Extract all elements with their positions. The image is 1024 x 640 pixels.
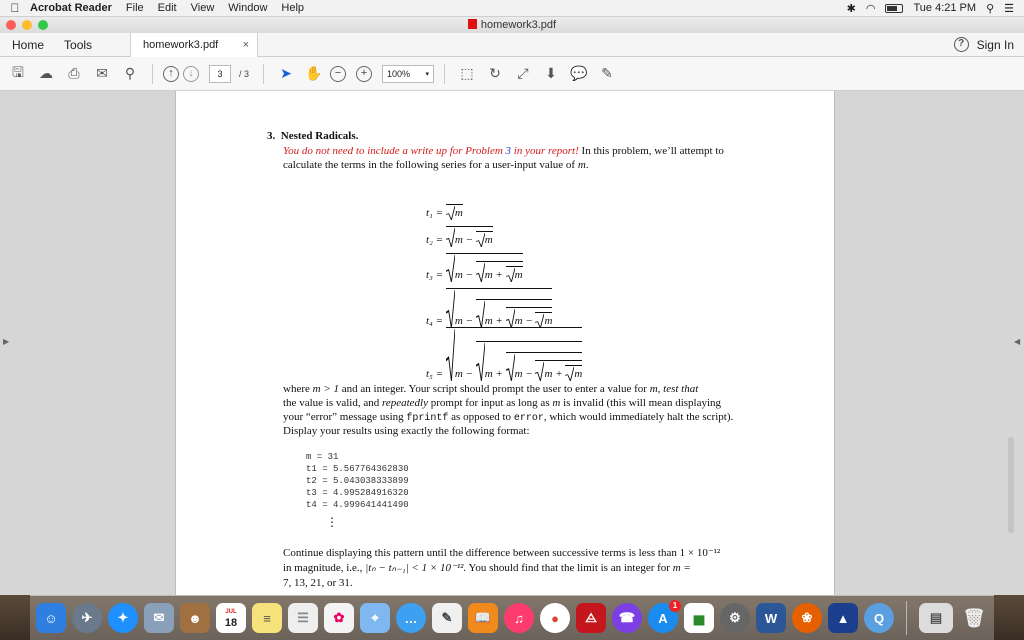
app-store-icon[interactable]: A 1 [648,603,678,633]
save-icon[interactable]: 🖫 [12,63,24,80]
spotlight-icon[interactable]: ⚲ [986,2,995,15]
maps-icon[interactable]: ⌖ [360,603,390,633]
full-screen-icon[interactable]: ⤢ [517,65,529,81]
pdf-icon [468,19,477,29]
tab-home[interactable]: Home [12,37,45,52]
code-line: t2 = 5.043038333899 [306,476,409,486]
comment-icon[interactable]: 💬 [570,65,588,81]
code-line: t1 = 5.567764362830 [306,464,409,474]
apple-icon[interactable] [0,1,30,15]
messages-icon[interactable]: … [396,603,426,633]
code-example [306,451,409,511]
problem-intro-line2: calculate the terms in the following series for a user-input value of m. [283,159,589,171]
dock-divider [906,601,907,635]
textedit-icon[interactable]: ✎ [432,603,462,633]
zoom-out-icon[interactable]: − [330,66,346,82]
fit-page-icon[interactable]: ⬚ [460,65,474,81]
paragraph-line-3: your “error” message using fprintf as opposed to error, which would immediately halt the script). [283,411,734,424]
calendar-icon[interactable]: JUL 18 [216,603,246,633]
problem-intro: You do not need to include a write up for Problem 3 in your report! In this problem, we’ll attempt to [283,145,724,157]
contacts-icon[interactable]: ☻ [180,603,210,633]
clock[interactable]: Tue 4:21 PM [913,2,977,14]
itunes-icon[interactable]: ♫ [504,603,534,633]
photos-icon[interactable]: ✿ [324,603,354,633]
problem-heading: 3. Nested Radicals. [267,130,359,142]
rotate-icon[interactable]: ↻ [489,65,501,81]
bluetooth-icon[interactable]: ✱ [846,2,856,15]
reminders-icon[interactable]: ☰ [288,603,318,633]
equation-t3: t₃ = m − m + m [426,253,523,281]
page-total: / 3 [239,68,250,79]
equation-t4: t₄ = m − m + m − m [426,288,552,327]
zoom-in-icon[interactable]: + [356,66,372,82]
final-line-2: in magnitude, i.e., |tₙ − tₙ₋₁| < 1 × 10⁻¹². You should find that the limit is an integer for m = [283,562,691,574]
word-icon[interactable]: W [756,603,786,633]
window-title: homework3.pdf [0,19,1024,31]
hand-tool-icon[interactable]: ✋ [305,65,323,81]
menu-window[interactable]: Window [228,2,268,14]
notification-center-icon[interactable]: ☰ [1004,2,1014,15]
upload-cloud-icon[interactable]: ☁ [39,65,53,81]
vertical-ellipsis: ⋮ [326,515,338,529]
app-store-badge: 1 [669,600,681,612]
toolbar [0,57,1024,91]
previous-page-icon[interactable]: ↑ [163,66,179,82]
tab-bar [0,33,1024,57]
system-preferences-icon[interactable]: ⚙ [720,603,750,633]
menu-view[interactable]: View [190,2,215,14]
code-line: m = 31 [306,452,339,462]
menu-edit[interactable]: Edit [157,2,177,14]
tab-tools[interactable]: Tools [64,37,93,52]
viber-icon[interactable]: ☎ [612,603,642,633]
final-line-3: 7, 13, 21, or 31. [283,577,353,589]
equation-t2: t₂ = m − m [426,226,493,246]
tab-document[interactable] [130,33,258,57]
app-menu[interactable]: Acrobat Reader [30,2,112,14]
paragraph-line-4: Display your results using exactly the following format: [283,425,530,437]
next-page-icon[interactable]: ↓ [183,66,199,82]
window-titlebar [0,17,1024,33]
firefox-icon[interactable]: ❀ [792,603,822,633]
preview-icon[interactable]: ✉ [144,603,174,633]
safari-icon[interactable]: ✦ [108,603,138,633]
notes-icon[interactable]: ≡ [252,603,282,633]
menu-help[interactable]: Help [281,2,305,14]
vertical-scrollbar[interactable] [1008,437,1014,533]
downloads-stack-icon[interactable]: ▤ [919,603,953,633]
left-panel-toggle-icon[interactable]: ▶ [3,337,10,346]
acrobat-icon[interactable]: ⨺ [576,603,606,633]
trash-icon[interactable]: 🗑 [962,607,986,628]
launchpad-icon[interactable]: ✈ [72,603,102,633]
dock-shelf [30,595,994,640]
tab-document-label: homework3.pdf [143,38,219,51]
toolbar-divider [263,64,264,84]
toolbar-divider [444,64,445,84]
final-line-1: Continue displaying this pattern until the difference between successive terms is less than 1 × 10⁻¹² [283,547,721,559]
sign-in-link[interactable]: Sign In [976,37,1014,52]
equation-t5: t₅ = m − m + m − m + m [426,327,582,380]
ibooks-icon[interactable]: 📖 [468,603,498,633]
menu-bar [0,0,1024,17]
paragraph-line-1: where m > 1 and an integer. Your script should prompt the user to enter a value for m, test that [283,383,699,395]
code-line: t4 = 4.999641441490 [306,500,409,510]
matlab-icon[interactable]: ▲ [828,603,858,633]
search-icon[interactable]: ⚲ [124,65,136,81]
zoom-select[interactable]: 100% ▾ [382,65,434,83]
email-icon[interactable]: ✉ [96,65,108,81]
menu-file[interactable]: File [125,2,144,14]
chrome-icon[interactable]: ● [540,603,570,633]
right-panel-toggle-icon[interactable]: ◀ [1014,337,1021,346]
document-viewport[interactable] [0,91,1024,595]
help-icon[interactable]: ? [954,37,969,52]
sign-pen-icon[interactable]: ✎ [601,65,613,81]
toolbar-divider [152,64,153,84]
scroll-mode-icon[interactable]: ⬇ [545,65,557,81]
pdf-page [175,91,835,595]
close-tab-icon[interactable]: × [242,38,250,51]
select-cursor-icon[interactable]: ➤ [280,65,292,81]
battery-icon[interactable] [885,4,903,13]
page-number-input[interactable]: 3 [209,65,231,83]
quicktime-icon[interactable]: Q [864,603,894,633]
equation-t1: t₁ = m [426,204,463,219]
numbers-icon[interactable]: ▅ [684,603,714,633]
finder-icon[interactable]: ☺ [36,603,66,633]
wifi-icon[interactable]: ◠ [865,2,876,15]
print-icon[interactable]: ⎙ [68,65,80,81]
code-line: t3 = 4.995284916320 [306,488,409,498]
dock [0,595,1024,640]
paragraph-line-2: the value is valid, and repeatedly prompt for input as long as m is invalid (this will mean displaying [283,397,722,409]
